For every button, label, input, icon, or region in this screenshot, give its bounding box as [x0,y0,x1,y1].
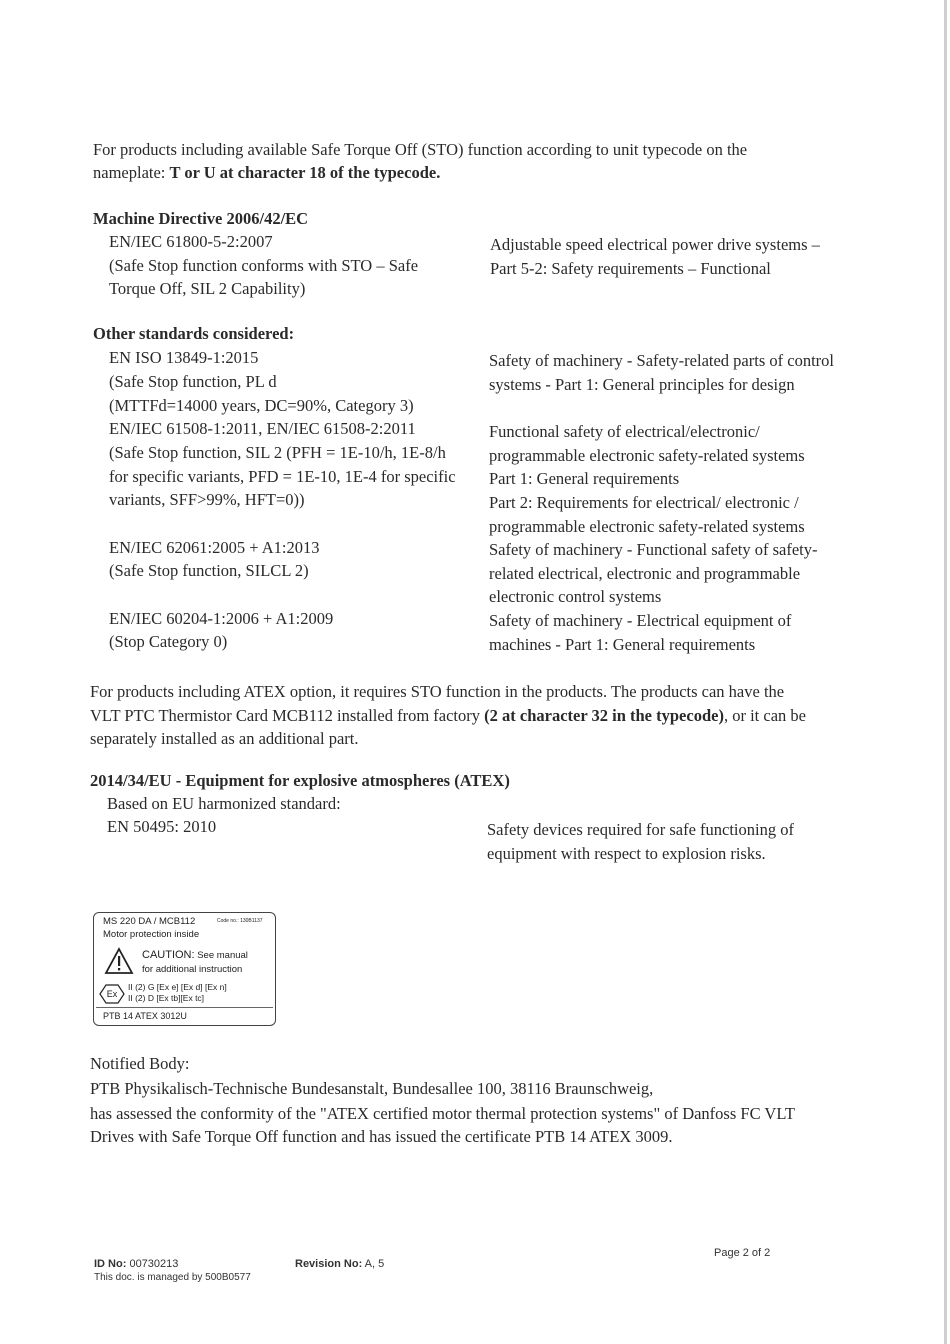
page-edge-line [944,0,947,1344]
md-left-line: (Safe Stop function conforms with STO – Safe [109,256,419,275]
footer-revision [295,1258,384,1270]
os-left-line: (Safe Stop function, SIL 2 (PFH = 1E-10/h, 1E-8/h [109,443,446,462]
label-model: MS 220 DA / MCB112 [103,916,196,927]
footer-id [94,1258,178,1270]
footer-page-number: Page 2 of 2 [714,1247,771,1259]
os-left-line: (Stop Category 0) [109,632,228,651]
os-right-line: systems - Part 1: General principles for design [489,375,795,394]
label-code: Code no.: 130B1137 [217,918,263,924]
os-left-line: (Safe Stop function, SILCL 2) [109,561,309,580]
atex-directive-heading: 2014/34/EU - Equipment for explosive atmospheres (ATEX) [90,771,510,790]
os-right-line: programmable electronic safety-related systems [489,446,805,465]
md-left-line: EN/IEC 61800-5-2:2007 [109,232,273,251]
notified-body-line-1: PTB Physikalisch-Technische Bundesanstalt, Bundesallee 100, 38116 Braunschweig, [90,1079,654,1098]
atex-intro-text-a: VLT PTC Thermistor Card MCB112 installed from factory [90,706,485,725]
label-caution-text: See manual [194,950,248,961]
os-left-line: EN/IEC 61508-1:2011, EN/IEC 61508-2:2011 [109,419,416,438]
os-right-line: programmable electronic safety-related systems [489,517,805,536]
os-right-line: Functional safety of electrical/electronic/ [489,422,760,441]
atex-left-line: Based on EU harmonized standard: [107,794,341,813]
md-right-line: Part 5-2: Safety requirements – Functional [490,259,771,278]
atex-intro-typecode-emphasis: (2 at character 32 in the typecode) [484,706,724,725]
label-caution-line-2: for additional instruction [142,964,243,975]
os-left-line: (Safe Stop function, PL d [109,372,277,391]
md-right-line: Adjustable speed electrical power drive systems – [490,235,820,254]
other-standards-heading: Other standards considered: [93,324,295,343]
notified-body-line-3: Drives with Safe Torque Off function and has issued the certificate PTB 14 ATEX 3009. [90,1127,673,1146]
label-marking-1: II (2) G [Ex e] [Ex d] [Ex n] [128,982,227,992]
atex-left-line: EN 50495: 2010 [107,817,217,836]
os-right-line: machines - Part 1: General requirements [489,635,756,654]
footer-id-value: 00730213 [126,1258,179,1270]
os-left-line: EN ISO 13849-1:2015 [109,348,259,367]
atex-intro-line-2 [90,704,806,728]
footer-managed-by: This doc. is managed by 500B0577 [94,1272,251,1283]
md-left-line: Torque Off, SIL 2 Capability) [109,279,306,298]
footer-id-label: ID No: [94,1258,127,1270]
os-right-line: Safety of machinery - Electrical equipment of [489,611,792,630]
caution-triangle-icon [104,947,134,975]
os-left-line: EN/IEC 62061:2005 + A1:2013 [109,538,320,557]
os-left-line: for specific variants, PFD = 1E-10, 1E-4 for specific [109,467,456,486]
os-right-line: Safety of machinery - Functional safety of safety- [489,540,818,559]
label-caution [142,949,248,962]
atex-right-line: equipment with respect to explosion risks. [487,844,766,863]
intro-line-2 [93,161,440,185]
footer-revision-value: A, 5 [362,1258,385,1270]
label-certificate: PTB 14 ATEX 3012U [103,1011,187,1021]
intro-line-1: For products including available Safe Torque Off (STO) function according to unit typecode on the [93,140,748,159]
product-label [93,912,276,1026]
os-left-line: EN/IEC 60204-1:2006 + A1:2009 [109,609,334,628]
machine-directive-heading: Machine Directive 2006/42/EC [93,209,309,228]
os-right-line: Part 1: General requirements [489,469,680,488]
atex-intro-line-3: separately installed as an additional part. [90,729,359,748]
os-right-line: related electrical, electronic and programmable [489,564,801,583]
os-right-line: Part 2: Requirements for electrical/ electronic / [489,493,799,512]
atex-intro-line-1: For products including ATEX option, it requires STO function in the products. The products can have the [90,682,785,701]
os-left-line: (MTTFd=14000 years, DC=90%, Category 3) [109,396,414,415]
os-left-line: variants, SFF>99%, HFT=0)) [109,490,305,509]
footer-revision-label: Revision No: [295,1258,363,1270]
intro-typecode-emphasis: T or U at character 18 of the typecode. [169,163,441,182]
label-caution-word: CAUTION: [142,949,195,961]
intro-line-2-text: nameplate: [93,163,170,182]
label-motor-protection: Motor protection inside [103,929,200,940]
os-right-line: Safety of machinery - Safety-related parts of control [489,351,834,370]
notified-body-line-2: has assessed the conformity of the "ATEX certified motor thermal protection systems" of Danfoss FC VLT [90,1104,795,1123]
label-marking-2: II (2) D [Ex tb][Ex tc] [128,993,205,1003]
notified-body-heading: Notified Body: [90,1054,190,1073]
label-divider [96,1007,273,1008]
atex-right-line: Safety devices required for safe functioning of [487,820,794,839]
label-ex-symbol: Ex [106,989,118,999]
os-right-line: electronic control systems [489,587,662,606]
atex-intro-text-b: , or it can be [723,706,806,725]
